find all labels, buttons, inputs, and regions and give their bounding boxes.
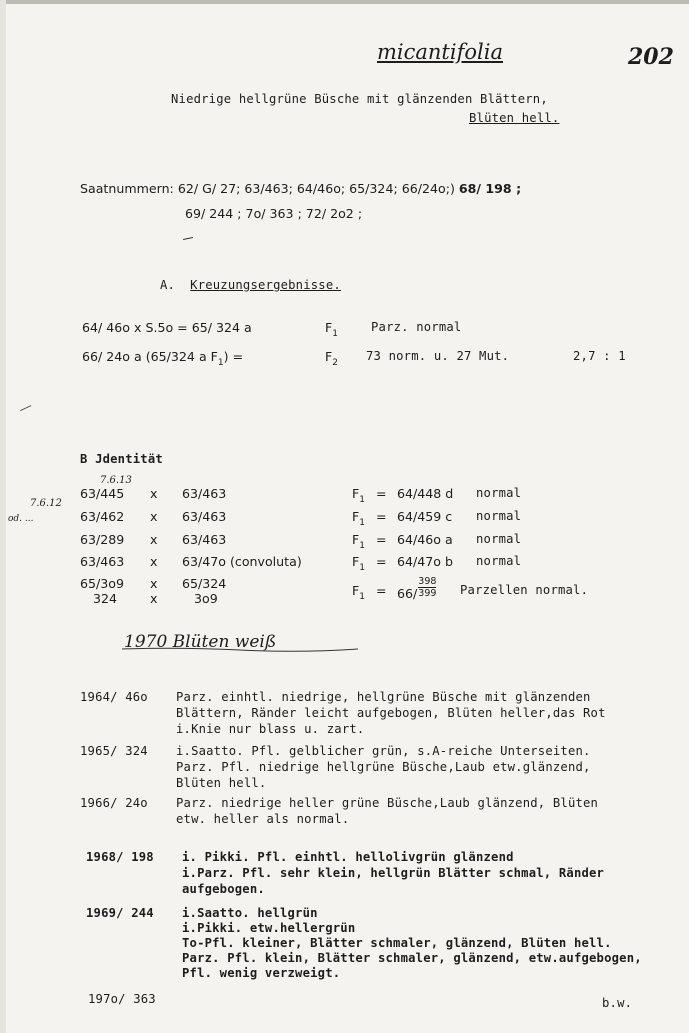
section-a-label: A. [160,278,176,292]
identity-row-2-eq: = [376,509,387,524]
identity-row-5-x2: x [150,591,158,606]
identity-row-2-a: 63/462 [80,509,125,524]
identity-row-2-f: $F_1$ [352,509,365,528]
identity-row-3-f: $F_1$ [352,532,365,551]
observation-1968-line-2: i.Parz. Pfl. sehr klein, hellgrün Blätter schmal, Ränder [182,866,605,880]
observation-1969-line-5: Pfl. wenig verzweigt. [182,966,341,980]
cross-row-1-result: Parz. normal [371,320,462,334]
cross-row-1 [82,320,252,335]
page-number: 202 [628,44,674,70]
identity-row-5-x: x [150,576,158,591]
identity-row-5-result: 66/ $\frac{398}{399}$ [397,576,437,601]
species-handwritten: micantifolia [377,40,503,64]
observation-1966-line-1: Parz. niedrige heller grüne Büsche,Laub glänzend, Blüten [176,796,599,810]
identity-row-3-a: 63/289 [80,532,125,547]
page-top-border [0,0,689,4]
section-b-title: B Jdentität [80,452,163,466]
section-a-heading [160,278,341,292]
identity-row-3-eq: = [376,532,387,547]
seed-numbers-label: Saatnummern: [80,181,174,196]
observation-year-1970: 197o/ 363 [88,992,156,1006]
identity-row-1-status: normal [476,486,522,500]
identity-row-4-a: 63/463 [80,554,125,569]
identity-row-4-eq: = [376,554,387,569]
observation-1968-line-3: aufgebogen. [182,882,265,896]
identity-row-2-b: 63/463 [182,509,227,524]
identity-row-2-x: x [150,509,158,524]
identity-row-3-result: 64/46o a [397,532,453,547]
observation-1965-line-1: i.Saatto. Pfl. gelblicher grün, s.A-reiche Unterseiten. [176,744,591,758]
page-left-edge [0,0,6,1033]
seed-numbers-bold: 68/ 198 ; [458,181,522,196]
observation-year-1966: 1966/ 24o [80,796,148,810]
identity-row-1-a: 63/445 [80,486,125,501]
observation-1966-line-2: etw. heller als normal. [176,812,350,826]
description-line-1: Niedrige hellgrüne Büsche mit glänzenden Blättern, [171,92,548,106]
margin-mark [17,398,32,411]
identity-row-1-f: $F_1$ [352,486,365,505]
description-line-2: Blüten hell. [469,111,560,125]
identity-row-3-status: normal [476,532,522,546]
observation-1965-line-2: Parz. Pfl. niedrige hellgrüne Büsche,Laub etw.glänzend, [176,760,591,774]
identity-row-2-result: 64/459 c [397,509,453,524]
identity-row-1-eq: = [376,486,387,501]
observation-1968-line-1: i. Pikki. Pfl. einhtl. hellolivgrün glänzend [182,850,514,864]
cross-row-2-f: $F_2$ [325,349,338,368]
handwritten-note-underline [120,646,360,652]
identity-row-4-x: x [150,554,158,569]
identity-row-1-x: x [150,486,158,501]
identity-row-1-b: 63/463 [182,486,227,501]
footer-initials: b.w. [602,996,633,1010]
observation-year-1964: 1964/ 46o [80,690,148,704]
seed-numbers-values: 62/ G/ 27; 63/463; 64/46o; 65/324; 66/24o;) [177,181,455,196]
identity-row-1-result: 64/448 d [397,486,454,501]
handwritten-1970-note: 1970 Blüten weiß [124,632,277,652]
observation-year-1965: 1965/ 324 [80,744,148,758]
identity-row-5-eq: = [376,583,387,598]
observation-1964-line-2: Blättern, Ränder leicht aufgebogen, Blüten heller,das Rot [176,706,606,720]
section-a-title: Kreuzungsergebnisse. [190,278,341,292]
observation-year-1968: 1968/ 198 [86,850,154,864]
observation-1965-line-3: Blüten hell. [176,776,267,790]
observation-1969-line-4: Parz. Pfl. klein, Blätter schmaler, glänzend, etw.aufgebogen, [182,951,642,965]
identity-row-5-a2: 324 [93,591,118,606]
cross-row-2: 66/ 24o a (65/324 a $F_1$) = [82,349,244,368]
identity-row-4-status: normal [476,554,522,568]
margin-note-3: od. ... [8,514,34,524]
cross-row-1-cross: 64/ 46o x S.5o = 65/ 324 a [82,320,252,335]
observation-1964-line-1: Parz. einhtl. niedrige, hellgrüne Büsche mit glänzenden [176,690,591,704]
identity-row-4-result: 64/47o b [397,554,453,569]
seed-numbers-line-2: 69/ 244 ; 7o/ 363 ; 72/ 2o2 ; [185,206,363,221]
seed-numbers-line-1 [80,181,521,196]
identity-row-4-b: 63/47o (convoluta) [182,554,302,569]
observation-1969-line-1: i.Saatto. hellgrün [182,906,318,920]
identity-row-5-a: 65/3o9 [80,576,124,591]
margin-note-1: 7.6.13 [100,475,132,486]
observation-year-1969: 1969/ 244 [86,906,154,920]
identity-row-5-status: Parzellen normal. [460,583,589,597]
observation-1969-line-2: i.Pikki. etw.hellergrün [182,921,356,935]
identity-row-5-b: 65/324 [182,576,227,591]
identity-row-3-x: x [150,532,158,547]
identity-row-5-f: $F_1$ [352,583,365,602]
identity-row-4-f: $F_1$ [352,554,365,573]
cross-row-2-result: 73 norm. u. 27 Mut. [366,349,510,363]
identity-row-3-b: 63/463 [182,532,227,547]
observation-1969-line-3: To-Pfl. kleiner, Blätter schmaler, glänzend, Blüten hell. [182,936,612,950]
cross-row-1-f: $F_1$ [325,320,338,339]
pen-mark [183,237,193,240]
cross-row-2-ratio: 2,7 : 1 [573,349,626,363]
identity-row-2-status: normal [476,509,522,523]
observation-1964-line-3: i.Knie nur blass u. zart. [176,722,365,736]
margin-note-2: 7.6.12 [30,498,62,509]
identity-row-5-b2: 3o9 [194,591,218,606]
